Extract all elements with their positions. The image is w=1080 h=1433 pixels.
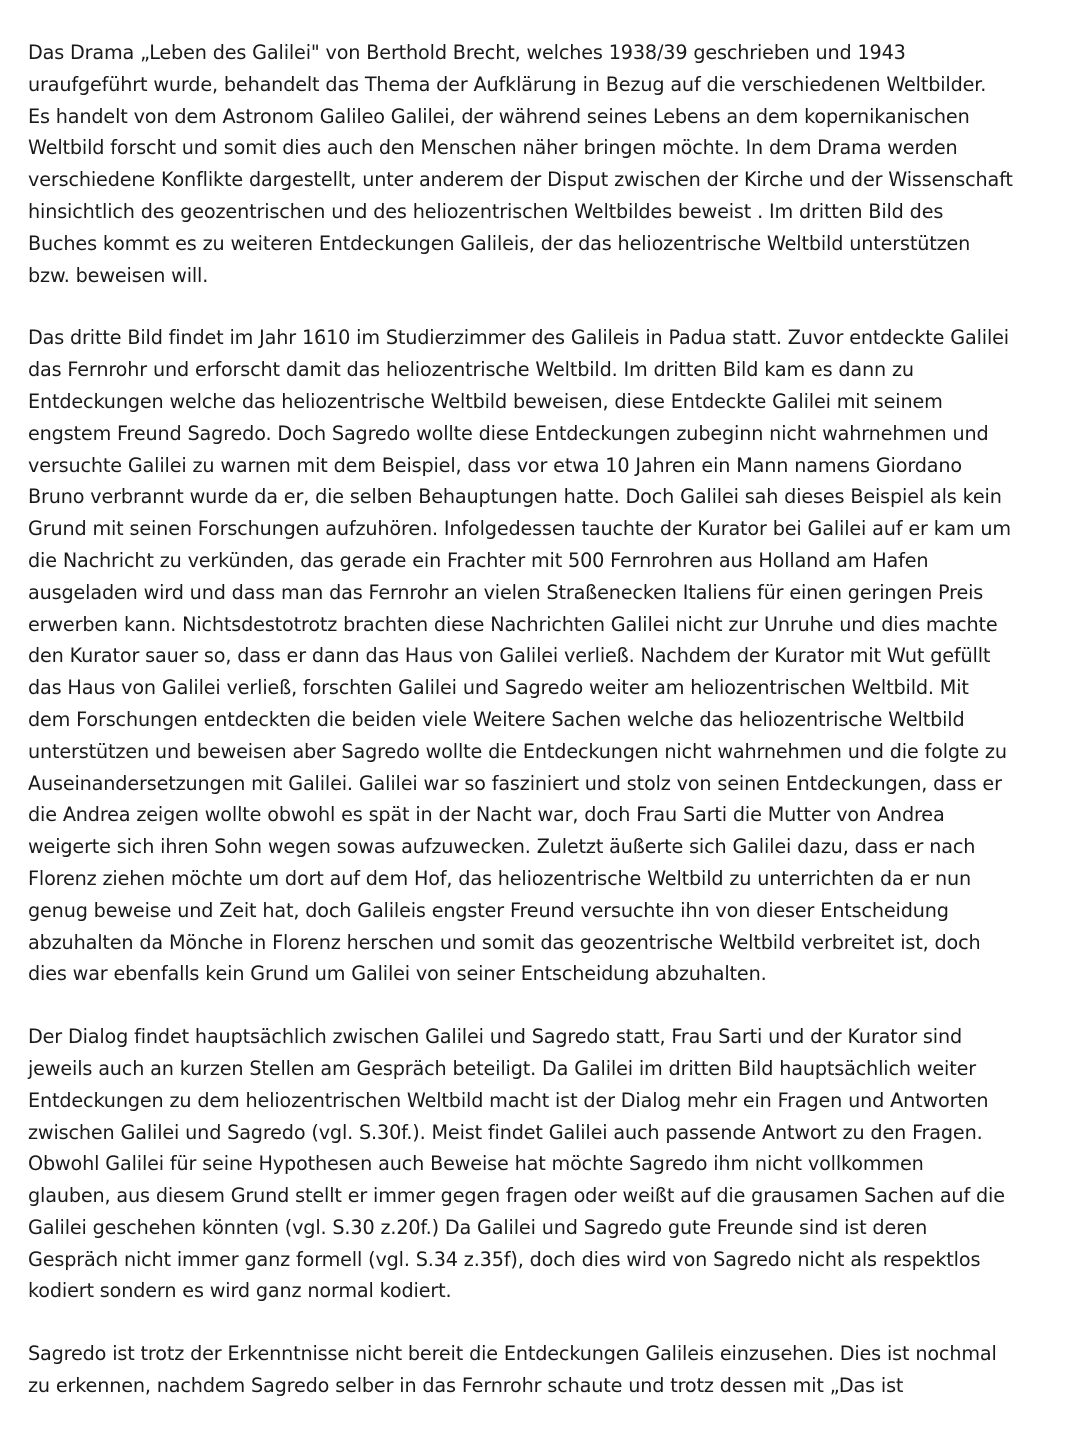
text-line: uraufgeführt wurde, behandelt das Thema der Aufklärung in Bezug auf die verschiedenen Weltbilder. [28, 72, 987, 96]
text-line: Florenz ziehen möchte um dort auf dem Hof, das heliozentrische Weltbild zu unterrichten da er nun [28, 866, 971, 890]
text-line: Es handelt von dem Astronom Galileo Galilei, der während seines Lebens an dem kopernikanischen [28, 104, 970, 128]
text-line: die Nachricht zu verkünden, das gerade ein Frachter mit 500 Fernrohren aus Holland am Hafen [28, 548, 929, 572]
text-line: erwerben kann. Nichtsdestotrotz brachten diese Nachrichten Galilei nicht zur Unruhe und dies machte [28, 612, 998, 636]
text-line: verschiedene Konflikte dargestellt, unter anderem der Disput zwischen der Kirche und der Wissenschaft [28, 168, 1013, 192]
text-line: unterstützen und beweisen aber Sagredo wollte die Entdeckungen nicht wahrnehmen und die folgte zu [28, 739, 1007, 763]
paragraph-sagredo [28, 1338, 1068, 1402]
text-line: weigerte sich ihren Sohn wegen sowas aufzuwecken. Zuletzt äußerte sich Galilei dazu, dass er nach [28, 835, 976, 859]
text-line: abzuhalten da Mönche in Florenz herschen und somit das geozentrische Weltbild verbreitet ist, doch [28, 930, 981, 954]
text-line: Buches kommt es zu weiteren Entdeckungen Galileis, der das heliozentrische Weltbild unterstützen [28, 231, 971, 255]
text-line: jeweils auch an kurzen Stellen am Gespräch beteiligt. Da Galilei im dritten Bild hauptsächlich weiter [28, 1056, 976, 1080]
paragraph-introduction [28, 37, 1068, 291]
text-line: ausgeladen wird und dass man das Fernrohr an vielen Straßenecken Italiens für einen geringen Preis [28, 580, 984, 604]
text-line: zwischen Galilei und Sagredo (vgl. S.30f.). Meist findet Galilei auch passende Antwort zu den Fragen. [28, 1120, 983, 1144]
text-line: kodiert sondern es wird ganz normal kodiert. [28, 1279, 452, 1303]
text-line: bzw. beweisen will. [28, 263, 209, 287]
text-line: Das Drama „Leben des Galilei" von Berthold Brecht, welches 1938/39 geschrieben und 1943 [28, 41, 906, 64]
text-line: dem Forschungen entdeckten die beiden viele Weitere Sachen welche das heliozentrische Weltbild [28, 707, 965, 731]
text-line: Obwohl Galilei für seine Hypothesen auch Beweise hat möchte Sagredo ihm nicht vollkommen [28, 1152, 924, 1176]
text-line: Auseinandersetzungen mit Galilei. Galilei war so fasziniert und stolz von seinen Entdeckungen, dass er [28, 771, 1002, 795]
text-line: dies war ebenfalls kein Grund um Galilei von seiner Entscheidung abzuhalten. [28, 962, 767, 986]
text-line: glauben, aus diesem Grund stellt er immer gegen fragen oder weißt auf die grausamen Sachen auf die [28, 1184, 1005, 1208]
text-line: das Fernrohr und erforscht damit das heliozentrische Weltbild. Im dritten Bild kam es dann zu [28, 358, 914, 382]
paragraph-summary [28, 322, 1068, 990]
paragraph-dialog-analysis [28, 1021, 1068, 1307]
text-line: Sagredo ist trotz der Erkenntnisse nicht bereit die Entdeckungen Galileis einzusehen. Dies ist nochmal [28, 1342, 997, 1366]
text-line: Das dritte Bild findet im Jahr 1610 im Studierzimmer des Galileis in Padua statt. Zuvor entdeckte Galilei [28, 326, 1009, 350]
text-line: Weltbild forscht und somit dies auch den Menschen näher bringen möchte. In dem Drama werden [28, 136, 958, 160]
text-line: Grund mit seinen Forschungen aufzuhören. Infolgedessen tauchte der Kurator bei Galilei auf er kam um [28, 517, 1011, 541]
text-line: Entdeckungen welche das heliozentrische Weltbild beweisen, diese Entdeckte Galilei mit seinem [28, 389, 943, 413]
text-line: Der Dialog findet hauptsächlich zwischen Galilei und Sagredo statt, Frau Sarti und der Kurator sind [28, 1025, 963, 1049]
text-line: Entdeckungen zu dem heliozentrischen Weltbild macht ist der Dialog mehr ein Fragen und Antworten [28, 1088, 989, 1112]
text-line: die Andrea zeigen wollte obwohl es spät in der Nacht war, doch Frau Sarti die Mutter von Andrea [28, 803, 945, 827]
text-line: engstem Freund Sagredo. Doch Sagredo wollte diese Entdeckungen zubeginn nicht wahrnehmen und [28, 421, 989, 445]
text-line: Bruno verbrannt wurde da er, die selben Behauptungen hatte. Doch Galilei sah dieses Beispiel als kein [28, 485, 1002, 509]
text-line: Galilei geschehen könnten (vgl. S.30 z.20f.) Da Galilei und Sagredo gute Freunde sind ist deren [28, 1215, 928, 1239]
text-line: versuchte Galilei zu warnen mit dem Beispiel, dass vor etwa 10 Jahren ein Mann namens Giordano [28, 453, 962, 477]
document-body [28, 37, 1068, 1433]
text-line: genug beweise und Zeit hat, doch Galileis engster Freund versuchte ihn von dieser Entscheidung [28, 898, 949, 922]
text-line: Gespräch nicht immer ganz formell (vgl. S.34 z.35f), doch dies wird von Sagredo nicht als respektlos [28, 1247, 981, 1271]
text-line: den Kurator sauer so, dass er dann das Haus von Galilei verließ. Nachdem der Kurator mit Wut gefüllt [28, 644, 991, 668]
text-line: das Haus von Galilei verließ, forschten Galilei und Sagredo weiter am heliozentrischen Weltbild. Mit [28, 676, 969, 700]
text-line: zu erkennen, nachdem Sagredo selber in das Fernrohr schaute und trotz dessen mit „Das ist [28, 1374, 904, 1398]
text-line: hinsichtlich des geozentrischen und des heliozentrischen Weltbildes beweist . Im dritten Bild des [28, 199, 944, 223]
